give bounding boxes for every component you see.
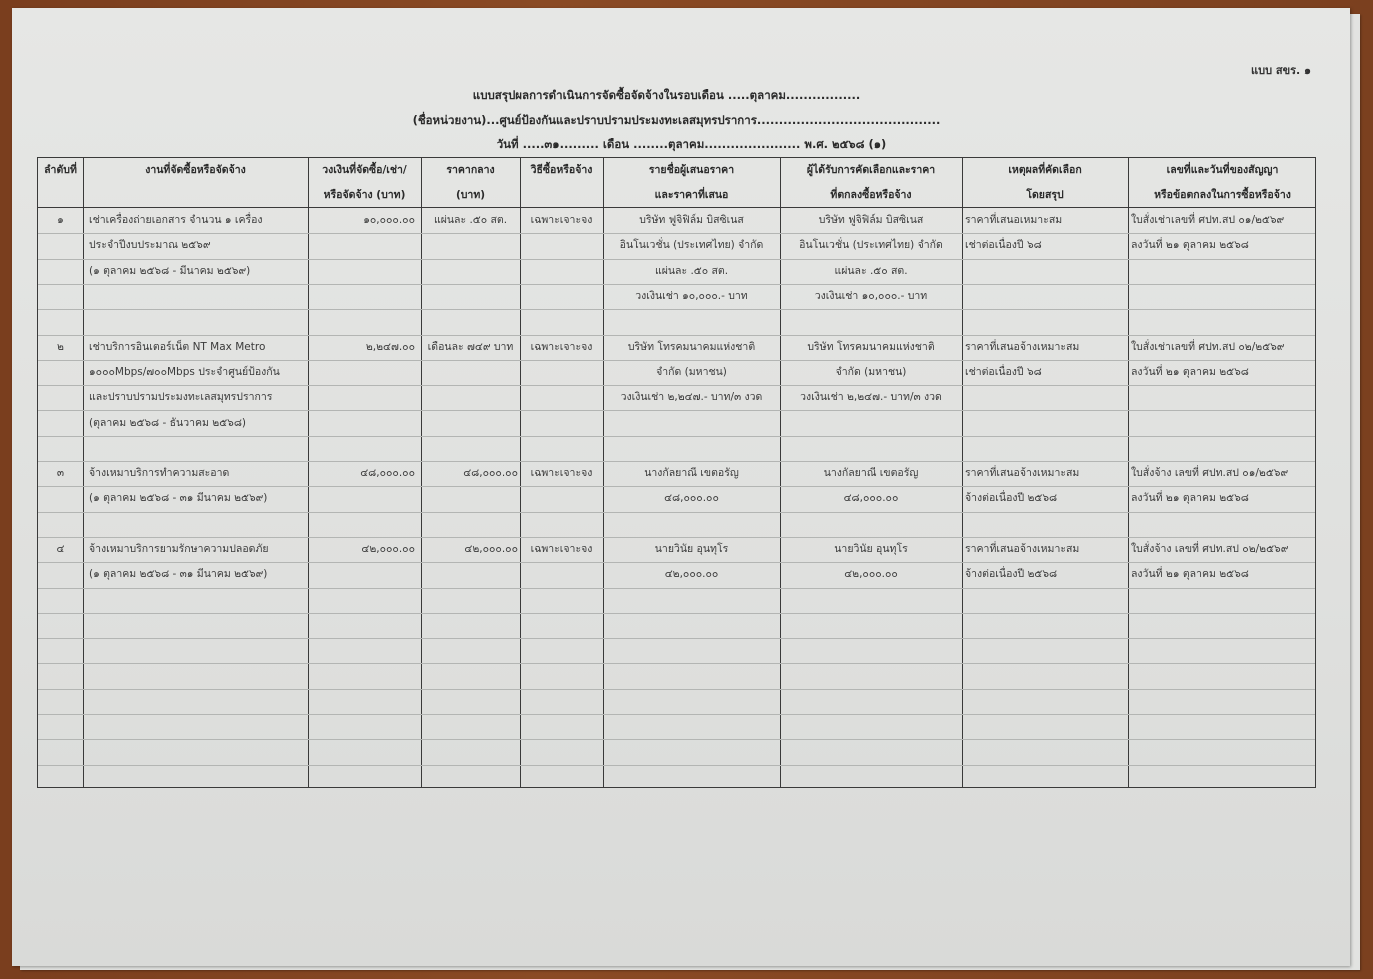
bidder-line: ๔๒,๐๐๐.๐๐	[664, 568, 719, 580]
bidder-line: บริษัท โทรคมนาคมแห่งชาติ	[627, 341, 756, 353]
row-rule-line	[38, 259, 1315, 260]
contract-line: ใบสั่งเช่าเลขที่ ศปท.สป ๐๒/๒๕๖๙	[1131, 341, 1285, 353]
reason-line: ราคาที่เสนอเหมาะสม	[965, 214, 1063, 226]
document-title: แบบสรุปผลการดำเนินการจัดซื้อจัดจ้างในรอบเดือน .....ตุลาคม.................	[472, 88, 861, 102]
row-rule-line	[38, 436, 1315, 437]
selected-line: บริษัท ฟูจิฟิล์ม บิสซิเนส	[818, 214, 924, 226]
row-rule-line	[38, 309, 1315, 310]
row-rule-line	[38, 537, 1315, 538]
header-bidders-2: และราคาที่เสนอ	[654, 189, 729, 201]
reason-line: ราคาที่เสนอจ้างเหมาะสม	[965, 467, 1080, 479]
row-number: ๓	[56, 467, 65, 479]
budget-value: ๒,๒๔๗.๐๐	[365, 341, 415, 353]
header-no: ลำดับที่	[44, 164, 77, 176]
contract-line: ลงวันที่ ๒๑ ตุลาคม ๒๕๖๘	[1131, 366, 1249, 378]
row-rule-line	[38, 638, 1315, 639]
bidder-line: จำกัด (มหาชน)	[656, 366, 727, 378]
bidder-line: แผ่นละ .๕๐ สต.	[654, 265, 729, 277]
item-line: (๑ ตุลาคม ๒๕๖๘ - มีนาคม ๒๕๖๙)	[89, 265, 251, 277]
selected-line: บริษัท โทรคมนาคมแห่งชาติ	[807, 341, 935, 353]
header-bidders-1: รายชื่อผู้เสนอราคา	[648, 164, 735, 176]
selected-line: แผ่นละ .๕๐ สต.	[834, 265, 908, 277]
bidder-line: นายวินัย อุนทุโร	[654, 543, 729, 555]
selected-line: ๔๘,๐๐๐.๐๐	[843, 492, 899, 504]
row-rule-line	[38, 714, 1315, 715]
selected-line: ๔๒,๐๐๐.๐๐	[844, 568, 898, 580]
median-price-value: เดือนละ ๗๔๙ บาท	[427, 341, 514, 353]
row-rule-line	[38, 562, 1315, 563]
reason-line: ราคาที่เสนอจ้างเหมาะสม	[965, 543, 1080, 555]
agency-name-line: (ชื่อหน่วยงาน)...ศูนย์ป้องกันและปราบปรามประมงทะเลสมุทรปราการ..........................................	[412, 113, 941, 127]
header-budget-2: หรือจัดจ้าง (บาท)	[323, 189, 406, 201]
bidder-line: อินโนเวชั่น (ประเทศไทย) จำกัด	[619, 239, 764, 251]
header-contract-2: หรือข้อตกลงในการซื้อหรือจ้าง	[1154, 189, 1291, 201]
method-value: เฉพาะเจาะจง	[530, 467, 593, 479]
reason-line: จ้างต่อเนื่องปี ๒๕๖๘	[965, 492, 1058, 504]
item-line: (ตุลาคม ๒๕๖๘ - ธันวาคม ๒๕๖๘)	[89, 417, 247, 429]
header-median-1: ราคากลาง	[446, 164, 495, 176]
bidder-line: บริษัท ฟูจิฟิล์ม บิสซิเนส	[639, 214, 744, 226]
header-item: งานที่จัดซื้อหรือจัดจ้าง	[145, 164, 246, 176]
contract-line: ลงวันที่ ๒๑ ตุลาคม ๒๕๖๘	[1131, 492, 1249, 504]
row-rule-line	[38, 410, 1315, 411]
selected-line: นางกัลยาณี เขตอรัญ	[823, 467, 919, 479]
selected-line: วงเงินเช่า ๑๐,๐๐๐.- บาท	[814, 290, 928, 302]
item-line: ประจำปีงบประมาณ ๒๕๖๙	[89, 239, 211, 251]
row-rule-line	[38, 284, 1315, 285]
row-rule-line	[38, 765, 1315, 766]
item-line: เช่าเครื่องถ่ายเอกสาร จำนวน ๑ เครื่อง	[89, 214, 263, 226]
reason-line: ราคาที่เสนอจ้างเหมาะสม	[965, 341, 1080, 353]
contract-line: ใบสั่งเช่าเลขที่ ศปท.สป ๐๑/๒๕๖๙	[1131, 214, 1285, 226]
selected-line: จำกัด (มหาชน)	[835, 366, 907, 378]
header-selected-2: ที่ตกลงซื้อหรือจ้าง	[830, 189, 912, 201]
contract-line: ลงวันที่ ๒๑ ตุลาคม ๒๕๖๘	[1131, 568, 1249, 580]
header-method: วิธีซื้อหรือจ้าง	[530, 164, 593, 176]
median-price-value: ๔๘,๐๐๐.๐๐	[463, 467, 518, 479]
row-number: ๒	[57, 341, 64, 353]
contract-line: ใบสั่งจ้าง เลขที่ ศปท.สป ๐๑/๒๕๖๙	[1131, 467, 1289, 479]
selected-line: นายวินัย อุนทุโร	[834, 543, 908, 555]
item-line: และปราบปรามประมงทะเลสมุทรปราการ	[89, 391, 273, 403]
bidder-line: วงเงินเช่า ๑๐,๐๐๐.- บาท	[635, 290, 748, 302]
row-rule-line	[38, 335, 1315, 336]
reason-line: เช่าต่อเนื่องปี ๖๘	[965, 239, 1042, 251]
row-rule-line	[38, 233, 1315, 234]
row-rule-line	[38, 689, 1315, 690]
header-reason-1: เหตุผลที่คัดเลือก	[1008, 164, 1082, 176]
row-rule-line	[38, 461, 1315, 462]
header-budget-1: วงเงินที่จัดซื้อ/เช่า/	[322, 164, 407, 176]
form-code: แบบ สขร. ๑	[1251, 64, 1312, 77]
bidder-line: นางกัลยาณี เขตอรัญ	[644, 467, 739, 479]
header-reason-2: โดยสรุป	[1026, 189, 1064, 201]
row-rule-line	[38, 360, 1315, 361]
method-value: เฉพาะเจาะจง	[530, 543, 593, 555]
row-rule-line	[38, 512, 1315, 513]
column-divider	[1128, 158, 1129, 787]
column-divider	[962, 158, 963, 787]
item-line: จ้างเหมาบริการยามรักษาความปลอดภัย	[89, 543, 269, 555]
reason-line: จ้างต่อเนื่องปี ๒๕๖๘	[965, 568, 1058, 580]
header-selected-1: ผู้ได้รับการคัดเลือกและราคา	[806, 164, 936, 176]
header-contract-1: เลขที่และวันที่ของสัญญา	[1166, 164, 1279, 176]
bidder-line: วงเงินเช่า ๒,๒๔๗.- บาท/๓ งวด	[620, 391, 763, 403]
contract-line: ลงวันที่ ๒๑ ตุลาคม ๒๕๖๘	[1131, 239, 1249, 251]
contract-line: ใบสั่งจ้าง เลขที่ ศปท.สป ๐๒/๒๕๖๙	[1131, 543, 1289, 555]
row-number: ๑	[57, 214, 64, 226]
median-price-value: แผ่นละ .๕๐ สต.	[433, 214, 508, 226]
reason-line: เช่าต่อเนื่องปี ๖๘	[965, 366, 1042, 378]
method-value: เฉพาะเจาะจง	[530, 214, 593, 226]
row-rule-line	[38, 588, 1315, 589]
row-rule-line	[38, 385, 1315, 386]
row-number: ๔	[56, 543, 65, 555]
row-rule-line	[38, 486, 1315, 487]
method-value: เฉพาะเจาะจง	[530, 341, 593, 353]
bidder-line: ๔๘,๐๐๐.๐๐	[664, 492, 719, 504]
item-line: (๑ ตุลาคม ๒๕๖๘ - ๓๑ มีนาคม ๒๕๖๙)	[89, 492, 268, 504]
budget-value: ๔๒,๐๐๐.๐๐	[361, 543, 415, 555]
row-rule-line	[38, 663, 1315, 664]
date-line: วันที่ .....๓๑......... เดือน ........ตุลาคม...................... พ.ศ. ๒๕๖๘ (๑)	[496, 137, 887, 151]
selected-line: อินโนเวชั่น (ประเทศไทย) จำกัด	[799, 239, 943, 251]
header-median-2: (บาท)	[455, 189, 486, 201]
budget-value: ๑๐,๐๐๐.๐๐	[363, 214, 415, 226]
item-line: ๑๐๐๐Mbps/๗๐๐Mbps ประจำศูนย์ป้องกัน	[89, 366, 280, 378]
column-divider	[83, 158, 84, 787]
item-line: (๑ ตุลาคม ๒๕๖๘ - ๓๑ มีนาคม ๒๕๖๙)	[89, 568, 268, 580]
median-price-value: ๔๒,๐๐๐.๐๐	[464, 543, 518, 555]
item-line: จ้างเหมาบริการทำความสะอาด	[89, 467, 230, 479]
selected-line: วงเงินเช่า ๒,๒๔๗.- บาท/๓ งวด	[800, 391, 942, 403]
row-rule-line	[38, 739, 1315, 740]
item-line: เช่าบริการอินเตอร์เน็ต NT Max Metro	[89, 341, 266, 353]
procurement-summary-table	[37, 157, 1316, 788]
budget-value: ๔๘,๐๐๐.๐๐	[360, 467, 415, 479]
row-rule-line	[38, 613, 1315, 614]
